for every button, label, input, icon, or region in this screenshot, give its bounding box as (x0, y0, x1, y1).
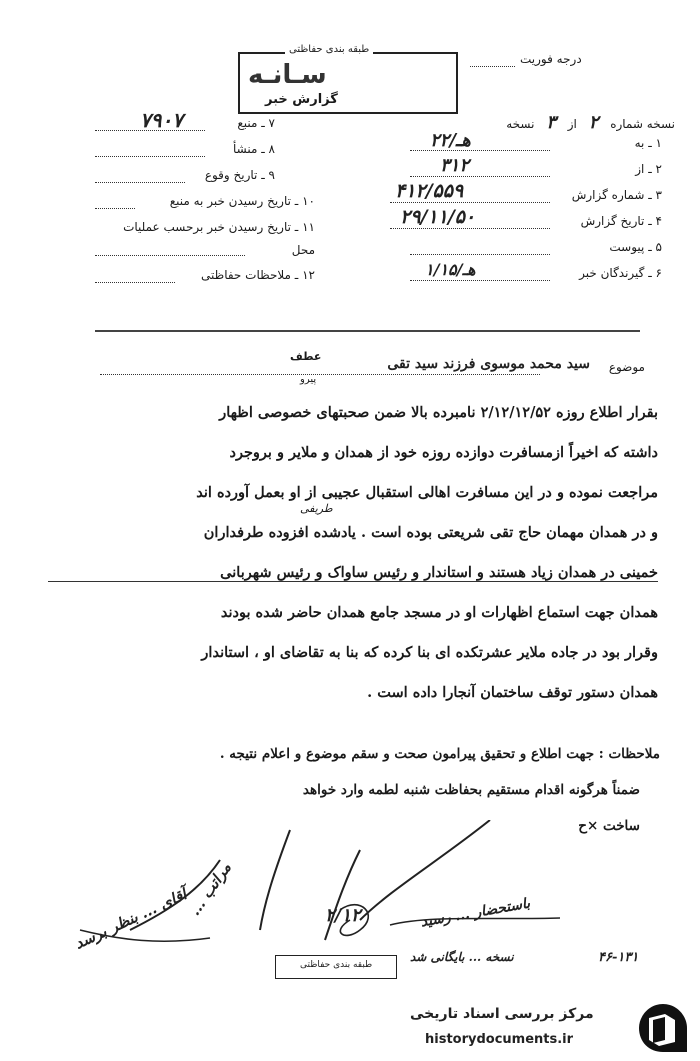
field-origin-label: ۸ ـ منشأ (232, 142, 275, 156)
copy-of: از (567, 117, 577, 131)
copy-suffix: نسخه (506, 117, 535, 131)
body-line-5: خمینی در همدان زیاد هستند و استاندار و رئیس ساواک و رئیس شهربانی (48, 564, 658, 582)
body-line-2: داشته که اخیراً ازمسافرت دوازده روزه خود از همدان و ملایر و بروجرد (229, 444, 658, 461)
archive-url: historydocuments.ir (425, 1032, 574, 1047)
notes-line-2: ضمناً هرگونه اقدام مستقیم بحفاظت شنبه لطمه وارد خواهد (302, 782, 640, 798)
field-to-label: ۱ ـ به (634, 136, 662, 150)
field-source-label: ۷ ـ منبع (237, 116, 275, 130)
body-line-1: بقرار اطلاع روزه ۲/۱۲/۱۲/۵۲ نامبرده بالا ضمن صحبتهای خصوصی اظهار (219, 404, 658, 421)
field-source-value: ۷۹۰۷ (140, 108, 183, 132)
field-origin-dots (95, 156, 205, 157)
field-recipients-label: ۶ ـ گیرندگان خبر (579, 266, 662, 280)
field-report-date-dots (390, 228, 550, 229)
classification-stamp: سـانـه (248, 60, 327, 90)
field-report-date-value: ۲۹/۱۱/۵۰ (400, 206, 476, 228)
field-report-number-dots (390, 202, 550, 203)
field-location-label: محل (291, 243, 315, 257)
field-security-notes-dots (95, 282, 175, 283)
signature-date: ۲/۱۲ (325, 905, 361, 926)
field-report-date-label: ۴ ـ تاریخ گزارش (580, 214, 662, 228)
signature-note-1: آقای ... بنظر برسد (71, 885, 190, 953)
field-source-receipt-label: ۱۰ ـ تاریخ رسیدن خبر به منبع (169, 194, 315, 208)
body-line-3: مراجعت نموده و در این مسافرت اهالی استقبال عجیبی از او بعمل آورده اند (196, 484, 658, 501)
notes-line-1: ملاحظات : جهت اطلاع و تحقیق پیرامون صحت و سقم موضوع و اعلام نتیجه . (219, 746, 660, 762)
body-line-8: همدان دستور توقف ساختمان آنجارا داده است . (367, 684, 658, 701)
field-recipients-value: ۱/۱۵/هـ (425, 260, 476, 279)
reference-label: عطف (290, 350, 322, 363)
field-report-number-label: ۳ ـ شماره گزارش (571, 188, 662, 202)
field-location-dots (95, 255, 245, 256)
field-operations-receipt-label: ۱۱ ـ تاریخ رسیدن خبر برحسب عملیات (123, 220, 315, 234)
bottom-classification-label: طبقه بندی حفاظتی (300, 960, 373, 970)
copy-number: ۲ (588, 112, 599, 133)
field-from-dots (410, 176, 550, 177)
subject-text: سید محمد موسوی فرزند سید تقی (387, 356, 590, 372)
bottom-archive-note: نسخه ... بایگانی شد (410, 950, 514, 964)
follow-up-label: پیرو (300, 374, 317, 385)
signature-stroke-3 (260, 830, 290, 930)
signature-note-2: مراتب ... (185, 859, 235, 919)
copy-total: ۳ (546, 112, 556, 133)
subject-dots (100, 374, 540, 375)
copy-number-line (435, 112, 675, 133)
urgency-label: درجه فوریت (520, 52, 582, 66)
copy-prefix: نسخه شماره (610, 117, 675, 131)
body-insert-note: طریفی (300, 502, 333, 515)
field-report-number-value: ۴۱۲/۵۵۹ (395, 180, 464, 202)
field-to-value: ۲۲/هـ (430, 130, 471, 151)
archive-logo-icon (635, 1002, 691, 1054)
field-from-value: ۳۱۲ (440, 155, 470, 176)
field-from-label: ۲ ـ از (635, 162, 662, 176)
field-occurrence-date-label: ۹ ـ تاریخ وقوع (204, 168, 275, 182)
field-recipients-dots (410, 280, 550, 281)
field-occurrence-date-dots (95, 182, 185, 183)
field-source-receipt-dots (95, 208, 135, 209)
field-security-notes-label: ۱۲ ـ ملاحظات حفاظتی (201, 268, 315, 282)
body-line-4: و در همدان مهمان حاج تقی شریعتی بوده است . یادشده افزوده طرفداران (203, 524, 658, 541)
urgency-dots (470, 66, 515, 67)
notes-line-3: ساخت ×ح (578, 818, 640, 834)
archive-org-name: مرکز بررسی اسناد تاریخی (410, 1006, 594, 1022)
subject-label: موضوع (608, 360, 645, 374)
report-title: گزارش خبر (265, 92, 338, 107)
body-line-6: همدان جهت استماع اظهارات او در مسجد جامع همدان حاضر شده بودند (220, 604, 658, 621)
field-attachment-label: ۵ ـ پیوست (609, 240, 662, 254)
classification-label: طبقه بندی حفاظتی (285, 44, 373, 55)
body-line-7: وقرار بود در جاده ملایر عشرتکده ای بنا کرده که بنا به تقاضای او ، استاندار (201, 644, 658, 661)
bottom-code: ۴۶-۱۳۱ (598, 950, 639, 965)
field-attachment-dots (410, 254, 550, 255)
signature-note-3: باستحضار ... رسید (419, 895, 532, 931)
header-divider (95, 330, 640, 332)
